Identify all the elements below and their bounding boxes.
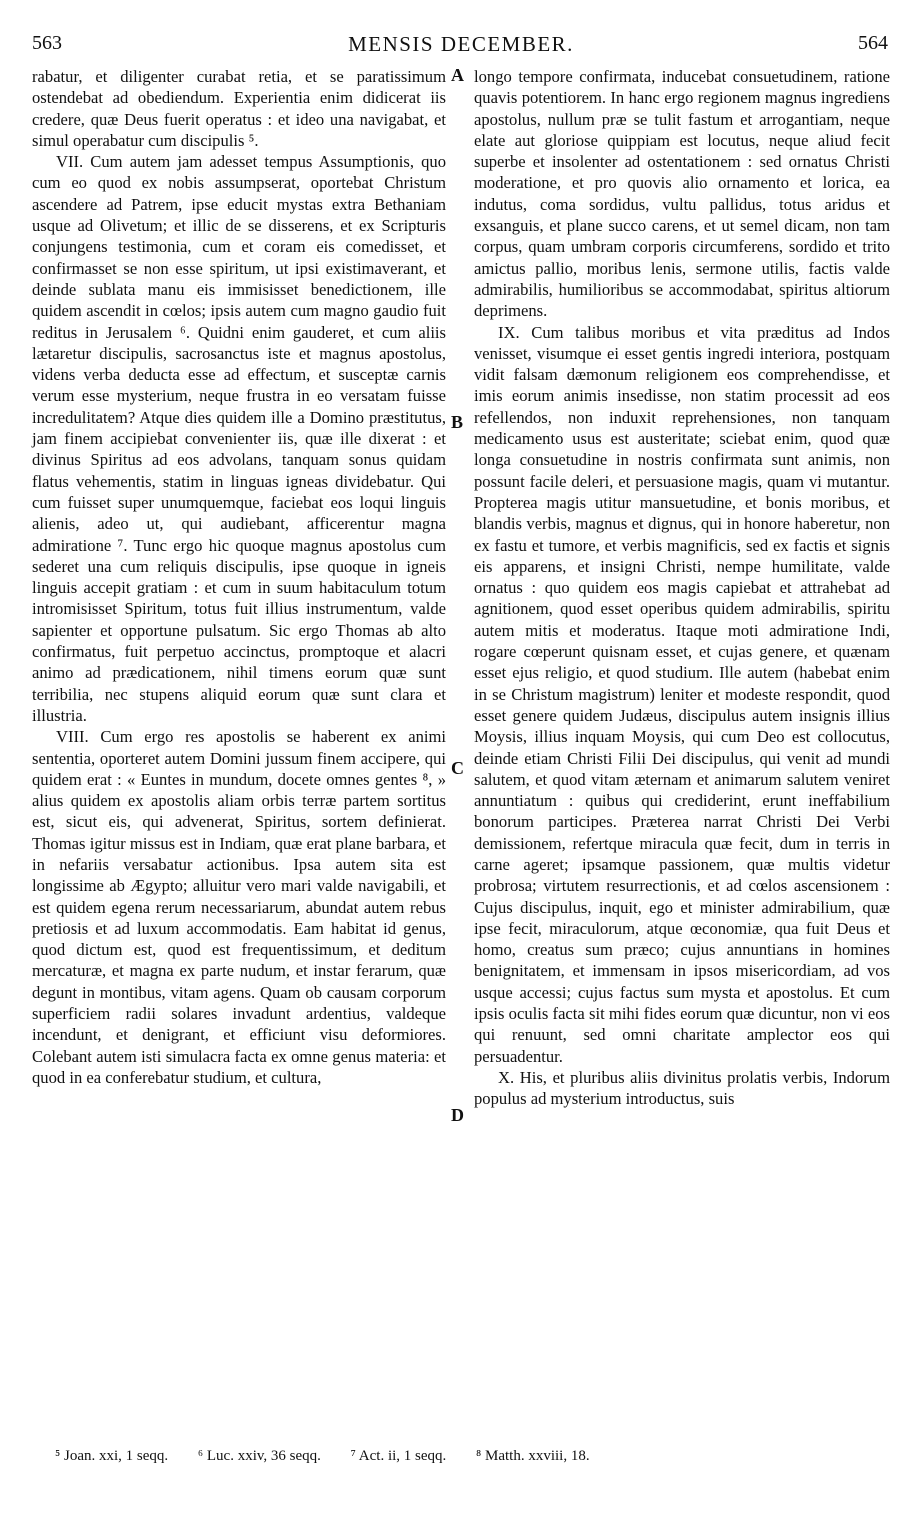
paragraph-x: X. His, et pluribus aliis divinitus prolatis verbis, Indorum populus ad mysterium introductus, suis: [474, 1067, 890, 1109]
right-column: [474, 66, 890, 1110]
footnotes: [55, 1448, 875, 1465]
paragraph-vii: VII. Cum autem jam adesset tempus Assumptionis, quo cum eo quod ex nobis assumpserat, oportebat Christum ascendere ad Patrem, ipse educit mystas extra Bethaniam usque ad Olivetum; et illic de se disserens, et ex Scripturis conjungens testimonia, cum et coram eis comedisset, et confirmasset se non esse spiritum, ut ipsi existimaverant, et deinde sublata manu eis immisisset benedictionem, ille quidem ascendit in cœlos; ipsis autem cum magno gaudio fuit reditus in Jerusalem ⁶. Quidni enim gauderet, et cum aliis lætaretur discipulis, sacrosanctus iste et magnus apostolus, videns verba deducta esse ad effectum, et susceptæ carnis verum esse mysterium, neque frustra in eo versatam fuisse incredulitatem? Atque dies quidem ille a Domino præstitutus, jam finem accipiebat convenienter iis, quæ ille dixerat : et divinus Spiritus ad eos advolans, tanquam sonus quidam flatus vehementis, statim in linguas igneas dividebatur. Qui cum fuisset super unumquemque, faciebat eos loqui linguis alienis, adeo ut, qui audiebant, afficerentur magna admiratione ⁷. Tunc ergo hic quoque magnus apostolus cum sederet una cum reliquis discipulis, ipse quoque in igneis linguis accepit gratiam : et cum in suum habitaculum totum intromisisset Spiritum, totus fuit illius instrumentum, valde sapienter et opportune pulsatum. Sic ergo Thomas ab alto confirmatus, fuit perpetuo accinctus, promptoque et alacri animo ad prædicationem, nihil timens eorum quæ sunt terribilia, nec stupens aliquid eorum quæ sunt clara et illustria.: [32, 152, 446, 725]
running-title: MENSIS DECEMBER.: [348, 32, 574, 56]
paragraph-ix: IX. Cum talibus moribus et vita præditus ad Indos venisset, visumque ei esset gentis ingredi interiora, postquam vidit falsam dæmonum religionem eos comprehendisse, et imis eorum animis insedisse, non statim processit ad eos refellendos, non induxit reprehensiones, non tanquam medicamento usus est austeritate; sciebat enim, quod quæ longa consuetudine in nostris confirmata sunt animis, non possunt facile deleri, et persuasione magis, quam vi mutantur. Propterea magis utitur mansuetudine, et bonis moribus, et blandis verbis, magnus et dignus, qui in honore haberetur, non ex fastu et tumore, et verbis magnificis, sed ex factis et signis eis apparens, et insigni Christi, nempe humilitate, valde ornatus : quo quidem eos magis capiebat et attrahebat ad agnitionem, quod esset operibus quidem admirabilis, spiritu autem mitis et moderatus. Itaque moti admiratione Indi, rogare cœperunt quisnam esset, et cujas genere, et quænam esset ejus religio, et quod studium. Ille autem (habebat enim in se Christum magistrum) leniter et modeste respondit, quod esset genere quidem Judæus, discipulus autem insignis illius Moysis, illius inquam Moysis, qui cum Deo est collocutus, deinde etiam Christi Filii Dei discipulus, qui venit ad mundi salutem, et quod vitam æternam et animarum salutem veniret annuntiatum : quibus qui crediderint, erunt ineffabilium bonorum participes. Præterea narrat Christi Dei Verbi demissionem, refertque miracula quæ fecit, dum in terris in carne ageret; ipsamque passionem, quæ multis videtur probrosa; virtutem resurrectionis, et ad cœlos ascensionem : Cujus discipulus, inquit, ego et minister admirabilium, quæ ipse fecit, miraculorum, atque œconomiæ, qua fuit Deus et homo, creatus sum præco; cujus annuntians in homines benignitatem, et immensam in ipsos misericordiam, ad vos usque accessi; cujus factus sum mysta et apostolus. Et cum ipsis oculis facta sit mihi fides eorum quæ dicuntur, non vi eos qui renuunt, sed omni charitate amplector eos qui persuadentur.: [474, 322, 890, 1066]
page-number-right: 564: [858, 32, 888, 54]
margin-marker-c: C: [451, 758, 464, 778]
margin-marker-d: D: [451, 1105, 464, 1125]
left-column: [32, 66, 446, 1088]
paragraph-continuation: rabatur, et diligenter curabat retia, et se paratissimum ostendebat ad obediendum. Experientia enim didicerat iis credere, quæ Deus fuerit operatus : et ideo una navigabat, et simul operabatur cum discipulis ⁵.: [32, 67, 446, 150]
margin-marker-a: A: [451, 65, 464, 85]
page-number-left: 563: [32, 32, 62, 54]
footnote-6: ⁶ Luc. xxiv, 36 seqq.: [197, 1448, 321, 1464]
margin-marker-b: B: [451, 412, 464, 432]
page-header: [30, 30, 892, 64]
paragraph-continuation-right: longo tempore confirmata, inducebat consuetudinem, ratione quavis potentiorem. In hanc ergo regionem magnus ingrediens apostolus, nullum præ se tulit fastum et arrogantiam, neque elate aut gloriose quippiam est locutus, neque aliud fecit superbe et insolenter ad ostentationem : sed ornatus Christi moderatione, et pro quovis alio ornamento et lorica, ea indutus, coma sordidus, vultu pallidus, totus aridus et exsanguis, et plane succo carens, et ut semel dicam, non tam corpus, quam umbram corporis circumferens, sordido et trito amictus pallio, moribus lenis, sermone utilis, factis valde admirabilis, humilioribus se accommodabat, spiritus altiorum deprimens.: [474, 67, 890, 321]
footnote-7: ⁷ Act. ii, 1 seqq.: [350, 1448, 447, 1464]
footnote-5: ⁵ Joan. xxi, 1 seqq.: [55, 1448, 169, 1464]
paragraph-viii: VIII. Cum ergo res apostolis se haberent ex animi sententia, oporteret autem Domini jussum finem accipere, qui quidem erat : « Euntes in mundum, docete omnes gentes ⁸, » alius quidem ex apostolis aliam orbis terræ partem sortitus est, sicut eis, qui advenerat, Spiritus, sortem definierat. Thomas igitur missus est in Indiam, quæ erat plane barbara, et in nefariis versabatur actionibus. Ipsa autem sita est longissime ab Ægypto; alluitur vero mari valde navigabili, et est quidem egena rerum necessariarum, abundat autem rebus pretiosis et ad luxum accommodatis. Eam habitat id genus, quod dictum est, quod est frequentissimum, et deditum mercaturæ, et magna ex parte nudum, et instar ferarum, quæ degunt in montibus, vitam agens. Quam ob causam corporum superficiem radii solares invadunt ardentius, valdeque incendunt, et denigrant, et efficiunt visu deformiores. Colebant autem isti simulacra facta ex omne genus materia: et quod in ea conferebatur studium, et cultura,: [32, 727, 446, 1087]
footnote-8: ⁸ Matth. xxviii, 18.: [476, 1448, 590, 1464]
